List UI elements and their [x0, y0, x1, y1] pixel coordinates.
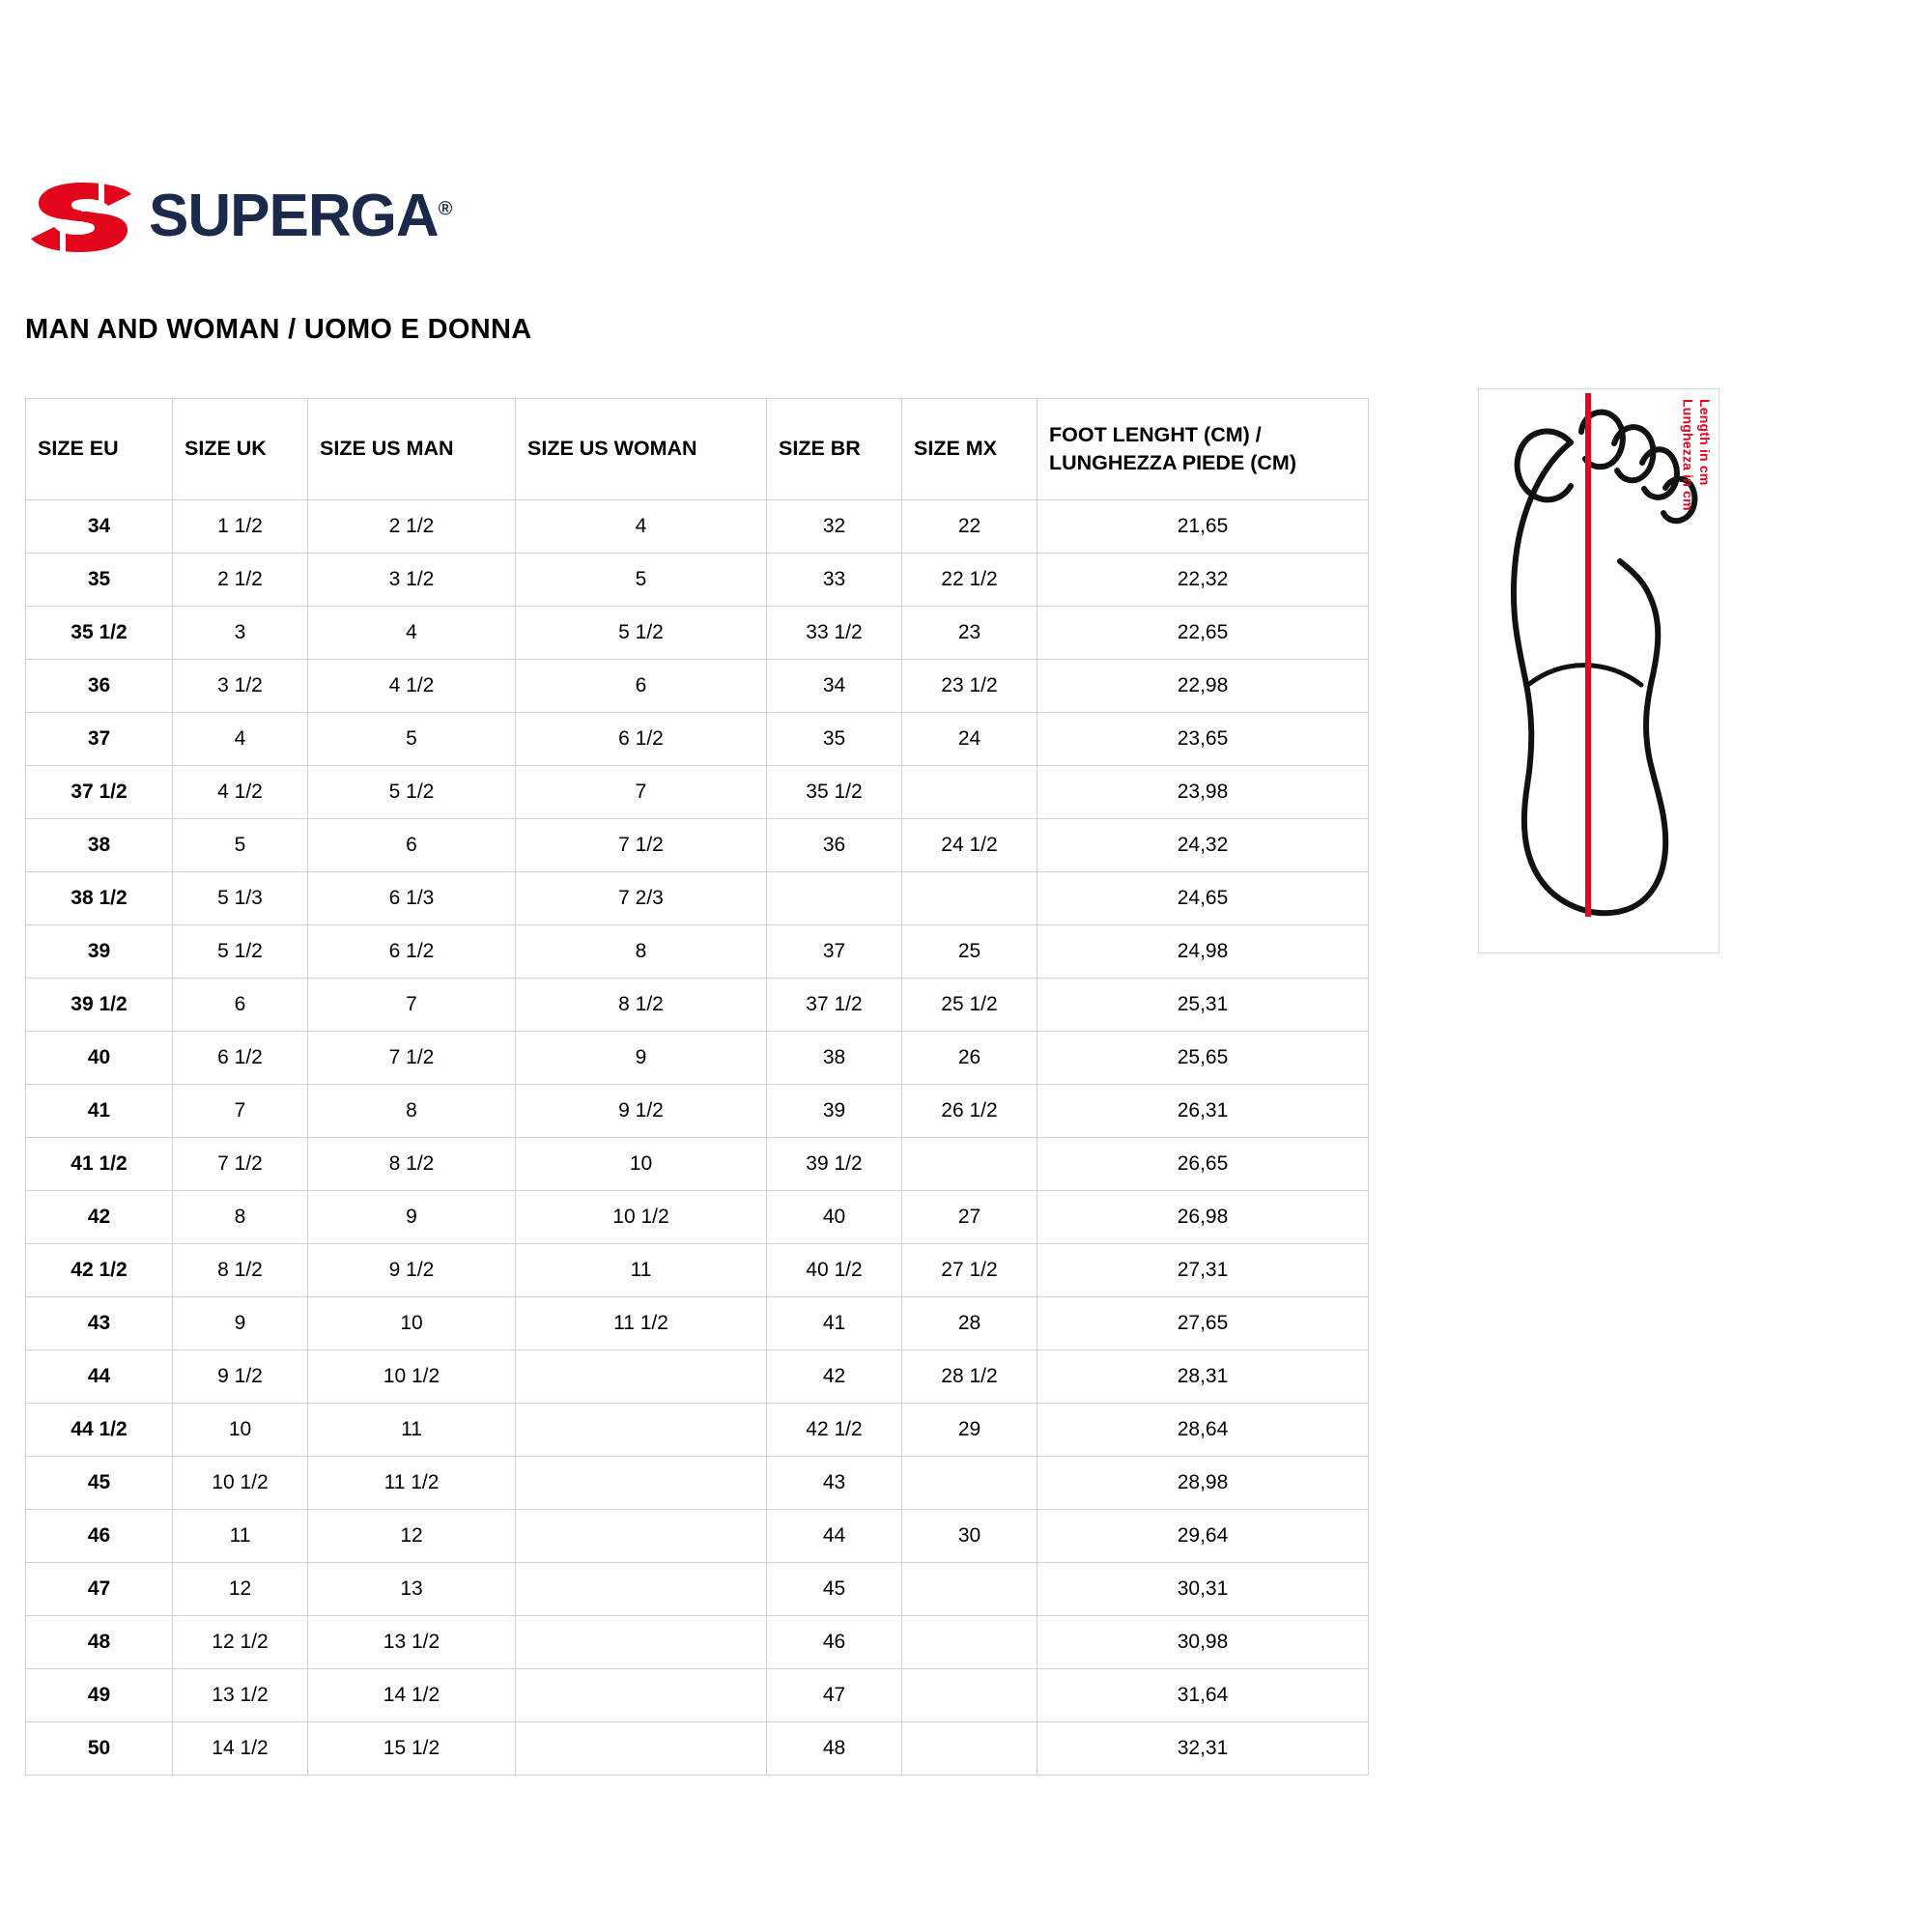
cell-size-eu: 37: [26, 713, 173, 766]
table-cell: [516, 1616, 767, 1669]
table-row: [26, 925, 1369, 979]
table-cell: 24: [902, 713, 1037, 766]
table-row: [26, 979, 1369, 1032]
table-cell: 14 1/2: [173, 1722, 308, 1776]
table-cell: 33 1/2: [767, 607, 902, 660]
table-cell: [516, 1457, 767, 1510]
table-cell: 25,65: [1037, 1032, 1369, 1085]
table-header-row: [26, 399, 1369, 500]
table-cell: 8 1/2: [173, 1244, 308, 1297]
table-cell: 5: [516, 554, 767, 607]
table-cell: 7: [308, 979, 516, 1032]
table-row: [26, 1138, 1369, 1191]
table-cell: [516, 1722, 767, 1776]
column-header-foot-length: FOOT LENGHT (CM) / LUNGHEZZA PIEDE (CM): [1037, 399, 1369, 500]
table-cell: 41: [767, 1297, 902, 1350]
cell-size-eu: 37 1/2: [26, 766, 173, 819]
table-cell: 26: [902, 1032, 1037, 1085]
table-cell: 29,64: [1037, 1510, 1369, 1563]
table-row: [26, 872, 1369, 925]
table-cell: 28: [902, 1297, 1037, 1350]
table-cell: 46: [767, 1616, 902, 1669]
table-cell: 8: [516, 925, 767, 979]
table-cell: 1 1/2: [173, 500, 308, 554]
table-cell: 23: [902, 607, 1037, 660]
table-cell: 28,31: [1037, 1350, 1369, 1404]
table-cell: 26 1/2: [902, 1085, 1037, 1138]
table-cell: 47: [767, 1669, 902, 1722]
table-cell: 28 1/2: [902, 1350, 1037, 1404]
table-cell: 35: [767, 713, 902, 766]
table-cell: 11: [173, 1510, 308, 1563]
cell-size-eu: 41 1/2: [26, 1138, 173, 1191]
table-cell: [767, 872, 902, 925]
table-cell: 25 1/2: [902, 979, 1037, 1032]
column-header-size-uk: SIZE UK: [173, 399, 308, 500]
table-cell: 15 1/2: [308, 1722, 516, 1776]
table-cell: 6: [308, 819, 516, 872]
table-cell: 8: [308, 1085, 516, 1138]
table-row: [26, 554, 1369, 607]
column-header-size-br: SIZE BR: [767, 399, 902, 500]
table-cell: 5: [308, 713, 516, 766]
table-cell: 10: [173, 1404, 308, 1457]
table-cell: 6 1/3: [308, 872, 516, 925]
cell-size-eu: 36: [26, 660, 173, 713]
table-cell: 7 1/2: [308, 1032, 516, 1085]
table-row: [26, 1563, 1369, 1616]
cell-size-eu: 41: [26, 1085, 173, 1138]
table-row: [26, 1350, 1369, 1404]
table-cell: 5 1/2: [308, 766, 516, 819]
brand-name-text: SUPERGA: [149, 183, 439, 249]
table-cell: 10 1/2: [516, 1191, 767, 1244]
table-cell: 21,65: [1037, 500, 1369, 554]
table-cell: 27: [902, 1191, 1037, 1244]
page-title: MAN AND WOMAN / UOMO E DONNA: [25, 314, 532, 345]
table-cell: [516, 1669, 767, 1722]
registered-mark: ®: [438, 198, 452, 220]
cell-size-eu: 44: [26, 1350, 173, 1404]
table-cell: 9: [173, 1297, 308, 1350]
column-header-size-us-man: SIZE US MAN: [308, 399, 516, 500]
table-cell: 8 1/2: [308, 1138, 516, 1191]
table-cell: 9 1/2: [173, 1350, 308, 1404]
table-cell: 11: [308, 1404, 516, 1457]
table-row: [26, 766, 1369, 819]
table-cell: 33: [767, 554, 902, 607]
table-cell: 24,32: [1037, 819, 1369, 872]
table-cell: 4 1/2: [173, 766, 308, 819]
table-cell: [516, 1563, 767, 1616]
diagram-length-label: [1679, 399, 1713, 511]
diagram-length-label-en: Length in cm: [1697, 399, 1713, 486]
table-cell: 40 1/2: [767, 1244, 902, 1297]
table-cell: 26,65: [1037, 1138, 1369, 1191]
table-cell: 6: [173, 979, 308, 1032]
table-cell: 24 1/2: [902, 819, 1037, 872]
cell-size-eu: 50: [26, 1722, 173, 1776]
cell-size-eu: 35 1/2: [26, 607, 173, 660]
table-cell: 42: [767, 1350, 902, 1404]
table-cell: 11 1/2: [516, 1297, 767, 1350]
table-row: [26, 713, 1369, 766]
table-cell: 26,98: [1037, 1191, 1369, 1244]
table-cell: 4 1/2: [308, 660, 516, 713]
table-cell: 10: [308, 1297, 516, 1350]
table-cell: 12: [173, 1563, 308, 1616]
table-cell: 39 1/2: [767, 1138, 902, 1191]
table-cell: 7 1/2: [516, 819, 767, 872]
table-cell: 25: [902, 925, 1037, 979]
table-cell: 22: [902, 500, 1037, 554]
table-cell: 38: [767, 1032, 902, 1085]
table-cell: 13: [308, 1563, 516, 1616]
table-cell: 11: [516, 1244, 767, 1297]
diagram-length-label-it: Lunghezza in cm: [1680, 399, 1696, 511]
table-row: [26, 1616, 1369, 1669]
table-cell: 27,31: [1037, 1244, 1369, 1297]
table-cell: [902, 1722, 1037, 1776]
cell-size-eu: 47: [26, 1563, 173, 1616]
table-cell: 10 1/2: [173, 1457, 308, 1510]
table-cell: 48: [767, 1722, 902, 1776]
brand-name: [149, 183, 452, 249]
table-cell: 22,65: [1037, 607, 1369, 660]
table-cell: 3 1/2: [308, 554, 516, 607]
table-cell: 28,98: [1037, 1457, 1369, 1510]
table-cell: 23,65: [1037, 713, 1369, 766]
table-cell: 31,64: [1037, 1669, 1369, 1722]
table-row: [26, 1404, 1369, 1457]
table-cell: [902, 1138, 1037, 1191]
table-cell: 6 1/2: [516, 713, 767, 766]
table-cell: 8: [173, 1191, 308, 1244]
column-header-size-eu: SIZE EU: [26, 399, 173, 500]
brand-logo: [25, 179, 451, 254]
table-cell: 10: [516, 1138, 767, 1191]
table-cell: [516, 1510, 767, 1563]
table-cell: 6 1/2: [308, 925, 516, 979]
table-cell: 45: [767, 1563, 902, 1616]
table-cell: 7: [516, 766, 767, 819]
table-cell: 10 1/2: [308, 1350, 516, 1404]
table-row: [26, 500, 1369, 554]
superga-s-logo-icon: [25, 179, 139, 254]
table-cell: [902, 1669, 1037, 1722]
table-cell: 12 1/2: [173, 1616, 308, 1669]
table-row: [26, 1297, 1369, 1350]
table-cell: 34: [767, 660, 902, 713]
cell-size-eu: 35: [26, 554, 173, 607]
table-cell: 35 1/2: [767, 766, 902, 819]
table-cell: 5 1/3: [173, 872, 308, 925]
table-row: [26, 607, 1369, 660]
table-cell: 3 1/2: [173, 660, 308, 713]
table-cell: [902, 766, 1037, 819]
table-cell: 5 1/2: [516, 607, 767, 660]
table-cell: 44: [767, 1510, 902, 1563]
foot-measurement-diagram: [1478, 388, 1719, 953]
table-cell: 9: [516, 1032, 767, 1085]
table-row: [26, 1510, 1369, 1563]
table-cell: 23 1/2: [902, 660, 1037, 713]
table-cell: 4: [173, 713, 308, 766]
size-table-container: [25, 398, 1368, 1776]
cell-size-eu: 43: [26, 1297, 173, 1350]
table-cell: [902, 1616, 1037, 1669]
table-cell: 11 1/2: [308, 1457, 516, 1510]
table-cell: 26,31: [1037, 1085, 1369, 1138]
table-cell: 28,64: [1037, 1404, 1369, 1457]
table-cell: [902, 1457, 1037, 1510]
table-cell: 24,65: [1037, 872, 1369, 925]
table-cell: 3: [173, 607, 308, 660]
table-cell: 39: [767, 1085, 902, 1138]
table-cell: 22,98: [1037, 660, 1369, 713]
cell-size-eu: 39: [26, 925, 173, 979]
table-cell: 37 1/2: [767, 979, 902, 1032]
table-row: [26, 1032, 1369, 1085]
size-table: [25, 398, 1369, 1776]
table-cell: 5: [173, 819, 308, 872]
table-row: [26, 1244, 1369, 1297]
table-cell: 40: [767, 1191, 902, 1244]
table-body: [26, 500, 1369, 1776]
table-cell: 7 2/3: [516, 872, 767, 925]
table-cell: 14 1/2: [308, 1669, 516, 1722]
table-cell: 13 1/2: [308, 1616, 516, 1669]
table-cell: 6: [516, 660, 767, 713]
table-cell: 7: [173, 1085, 308, 1138]
cell-size-eu: 44 1/2: [26, 1404, 173, 1457]
table-cell: [516, 1404, 767, 1457]
table-cell: [516, 1350, 767, 1404]
table-row: [26, 819, 1369, 872]
table-cell: 9 1/2: [308, 1244, 516, 1297]
table-row: [26, 1085, 1369, 1138]
table-cell: 2 1/2: [308, 500, 516, 554]
table-cell: 27 1/2: [902, 1244, 1037, 1297]
cell-size-eu: 42 1/2: [26, 1244, 173, 1297]
table-cell: 22,32: [1037, 554, 1369, 607]
table-cell: 30,98: [1037, 1616, 1369, 1669]
table-cell: 27,65: [1037, 1297, 1369, 1350]
table-cell: 24,98: [1037, 925, 1369, 979]
table-cell: 13 1/2: [173, 1669, 308, 1722]
table-cell: 4: [308, 607, 516, 660]
table-cell: 8 1/2: [516, 979, 767, 1032]
table-cell: [902, 872, 1037, 925]
table-cell: 32: [767, 500, 902, 554]
table-row: [26, 660, 1369, 713]
table-row: [26, 1669, 1369, 1722]
table-cell: 2 1/2: [173, 554, 308, 607]
table-cell: 7 1/2: [173, 1138, 308, 1191]
cell-size-eu: 48: [26, 1616, 173, 1669]
cell-size-eu: 42: [26, 1191, 173, 1244]
table-cell: 43: [767, 1457, 902, 1510]
cell-size-eu: 46: [26, 1510, 173, 1563]
table-cell: 32,31: [1037, 1722, 1369, 1776]
column-header-size-us-woman: SIZE US WOMAN: [516, 399, 767, 500]
table-cell: 9: [308, 1191, 516, 1244]
table-cell: 23,98: [1037, 766, 1369, 819]
table-cell: 25,31: [1037, 979, 1369, 1032]
table-row: [26, 1457, 1369, 1510]
table-row: [26, 1722, 1369, 1776]
table-cell: 37: [767, 925, 902, 979]
table-cell: 6 1/2: [173, 1032, 308, 1085]
cell-size-eu: 45: [26, 1457, 173, 1510]
cell-size-eu: 38: [26, 819, 173, 872]
cell-size-eu: 38 1/2: [26, 872, 173, 925]
cell-size-eu: 40: [26, 1032, 173, 1085]
table-cell: 22 1/2: [902, 554, 1037, 607]
table-cell: 30,31: [1037, 1563, 1369, 1616]
table-cell: [902, 1563, 1037, 1616]
table-cell: 36: [767, 819, 902, 872]
cell-size-eu: 34: [26, 500, 173, 554]
table-cell: 30: [902, 1510, 1037, 1563]
table-cell: 5 1/2: [173, 925, 308, 979]
table-cell: 4: [516, 500, 767, 554]
table-cell: 42 1/2: [767, 1404, 902, 1457]
table-cell: 12: [308, 1510, 516, 1563]
cell-size-eu: 39 1/2: [26, 979, 173, 1032]
table-cell: 29: [902, 1404, 1037, 1457]
cell-size-eu: 49: [26, 1669, 173, 1722]
table-row: [26, 1191, 1369, 1244]
table-cell: 9 1/2: [516, 1085, 767, 1138]
column-header-size-mx: SIZE MX: [902, 399, 1037, 500]
